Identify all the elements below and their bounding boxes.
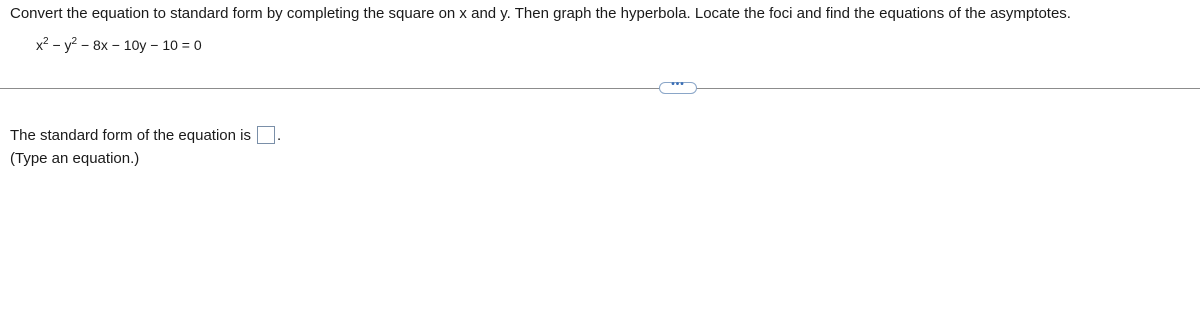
answer-input-box[interactable] — [257, 126, 275, 144]
equation-y-exponent: 2 — [71, 36, 78, 47]
equation-y: y — [64, 37, 72, 53]
equation-rest: − 8x − 10y − 10 = 0 — [77, 37, 202, 53]
equation-minus: − — [48, 37, 65, 53]
given-equation — [36, 36, 202, 54]
answer-prompt: The standard form of the equation is — [10, 126, 251, 144]
answer-period: . — [276, 126, 282, 144]
ellipsis-icon: ••• — [671, 79, 685, 90]
equation-x-exponent: 2 — [43, 36, 49, 47]
answer-hint: (Type an equation.) — [10, 150, 140, 167]
equation-x: x — [36, 37, 43, 53]
question-text: Convert the equation to standard form by completing the square on x and y. Then graph the hyperbola. Locate the foci and find the equations of the asymptotes. — [10, 5, 1071, 22]
answer-line — [10, 124, 281, 146]
section-divider — [0, 88, 1200, 89]
more-options-button[interactable] — [659, 79, 697, 94]
